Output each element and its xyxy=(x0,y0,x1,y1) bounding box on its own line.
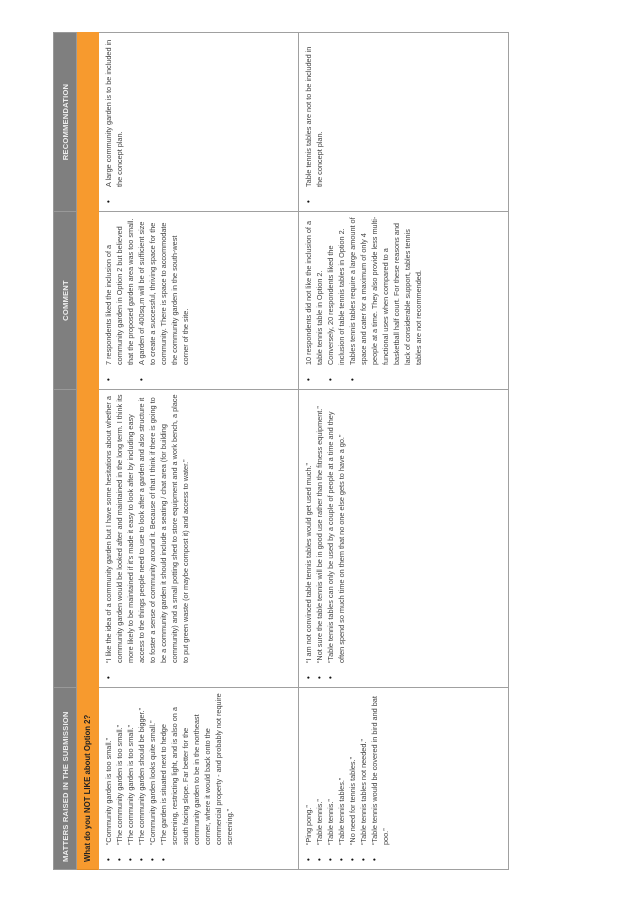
table-row xyxy=(99,33,299,870)
list-item: • “I like the idea of a community garden but I have some hesitations about whether a community garden would be looked after and maintained in the long term. I think its more likely to be maintained if it's made it easy to look after by including easy access to the things people need to use to look after a garden and also structure it to foster a sense of community around it. Because of that I think if there is going to be a community garden it should include a seating / chat area (for building community) and a small potting shed to store equipment and a work bench, a place to put green waste (or maybe compost it) and access to water.” xyxy=(103,394,191,687)
list-item: • “Table tennis tables not needed.” xyxy=(358,692,369,869)
comment-cell xyxy=(99,212,299,390)
header-comment: COMMENT xyxy=(54,212,77,390)
quotes-cell xyxy=(99,390,299,688)
section-question-cell xyxy=(77,688,99,870)
list-item: • “I am not convinced table tennis tables would get used much.” xyxy=(303,394,314,687)
list-item: • Tables tennis tables require a large amount of space and cater for a maximum of only 4 people at a time. They also provide less multi-functional uses when compared to a basketball half court. For these reasons and lack of considerable support, tables tennis tables are not recommended. xyxy=(347,216,424,389)
submissions-table xyxy=(53,32,509,870)
list-item: • “Not sure the table tennis will be in good use rather than the fitness equipment.” xyxy=(314,394,325,687)
list-item: • “The community garden should be bigger.” xyxy=(136,692,147,869)
header-row xyxy=(54,33,77,870)
list-item: • 7 respondents liked the inclusion of a community garden in Option 2 but believed that the proposed garden area was too small. xyxy=(103,216,136,389)
header-recommendation: RECOMMENDATION xyxy=(54,33,77,212)
bullet-list xyxy=(103,37,125,211)
matters-cell xyxy=(99,688,299,870)
quotes-cell xyxy=(299,390,509,688)
list-item: • “Table tennis tables can only be used by a couple of people at a time and they often spend so much time on them that no one else gets to have a go.” xyxy=(325,394,347,687)
list-item: • “Community garden looks quite small.” xyxy=(147,692,158,869)
list-item: • “Community garden is too small.” xyxy=(103,692,114,869)
recommendation-cell xyxy=(299,33,509,212)
section-row xyxy=(77,33,99,870)
rotated-page xyxy=(53,33,508,870)
bullet-list xyxy=(103,216,191,389)
list-item: • A large community garden is to be included in the concept plan. xyxy=(103,37,125,211)
bullet-list xyxy=(303,394,347,687)
table-row xyxy=(299,33,509,870)
section-question: What do you NOT LIKE about Option 2? xyxy=(83,714,92,862)
header-matters: MATTERS RAISED IN THE SUBMISSION xyxy=(54,688,77,870)
list-item: • Conversely, 20 respondents liked the inclusion of table tennis tables in Option 2. xyxy=(325,216,347,389)
bullet-list xyxy=(303,216,424,389)
list-item: • “Ping pong.” xyxy=(303,692,314,869)
list-item: • “Table tennis would be covered in bird and bat poo.” xyxy=(369,692,391,869)
matters-cell xyxy=(299,688,509,870)
list-item: • “The garden is situated next to hedge screening, restricting light, and is also on a south facing slope. Far better for the community garden to be in the northeast corner, where it would back onto the commercial property - and probably not require screening.” xyxy=(158,692,235,869)
bullet-list xyxy=(103,394,191,687)
section-empty xyxy=(77,33,99,212)
list-item: • “The community garden is too small.” xyxy=(125,692,136,869)
section-empty xyxy=(77,390,99,688)
bullet-list xyxy=(303,692,391,869)
recommendation-cell xyxy=(99,33,299,212)
bullet-list xyxy=(103,692,235,869)
section-empty xyxy=(77,212,99,390)
list-item: • A garden of 400sq.m will be of sufficient size to create a successful, thriving space for the community. There is space to accommodate the community garden in the south-west corner of the site. xyxy=(136,216,191,389)
header-quotes xyxy=(54,390,77,688)
list-item: • “Table tennis.” xyxy=(325,692,336,869)
bullet-list xyxy=(303,37,325,211)
list-item: • Table tennis tables are not to be included in the concept plan. xyxy=(303,37,325,211)
list-item: • “Table tennis tables.” xyxy=(336,692,347,869)
list-item: • “The community garden is too small.” xyxy=(114,692,125,869)
comment-cell xyxy=(299,212,509,390)
list-item: • “Table tennis.” xyxy=(314,692,325,869)
list-item: • 10 respondents did not like the inclusion of a table tennis table in Option 2. xyxy=(303,216,325,389)
list-item: • “No need for tennis tables.” xyxy=(347,692,358,869)
